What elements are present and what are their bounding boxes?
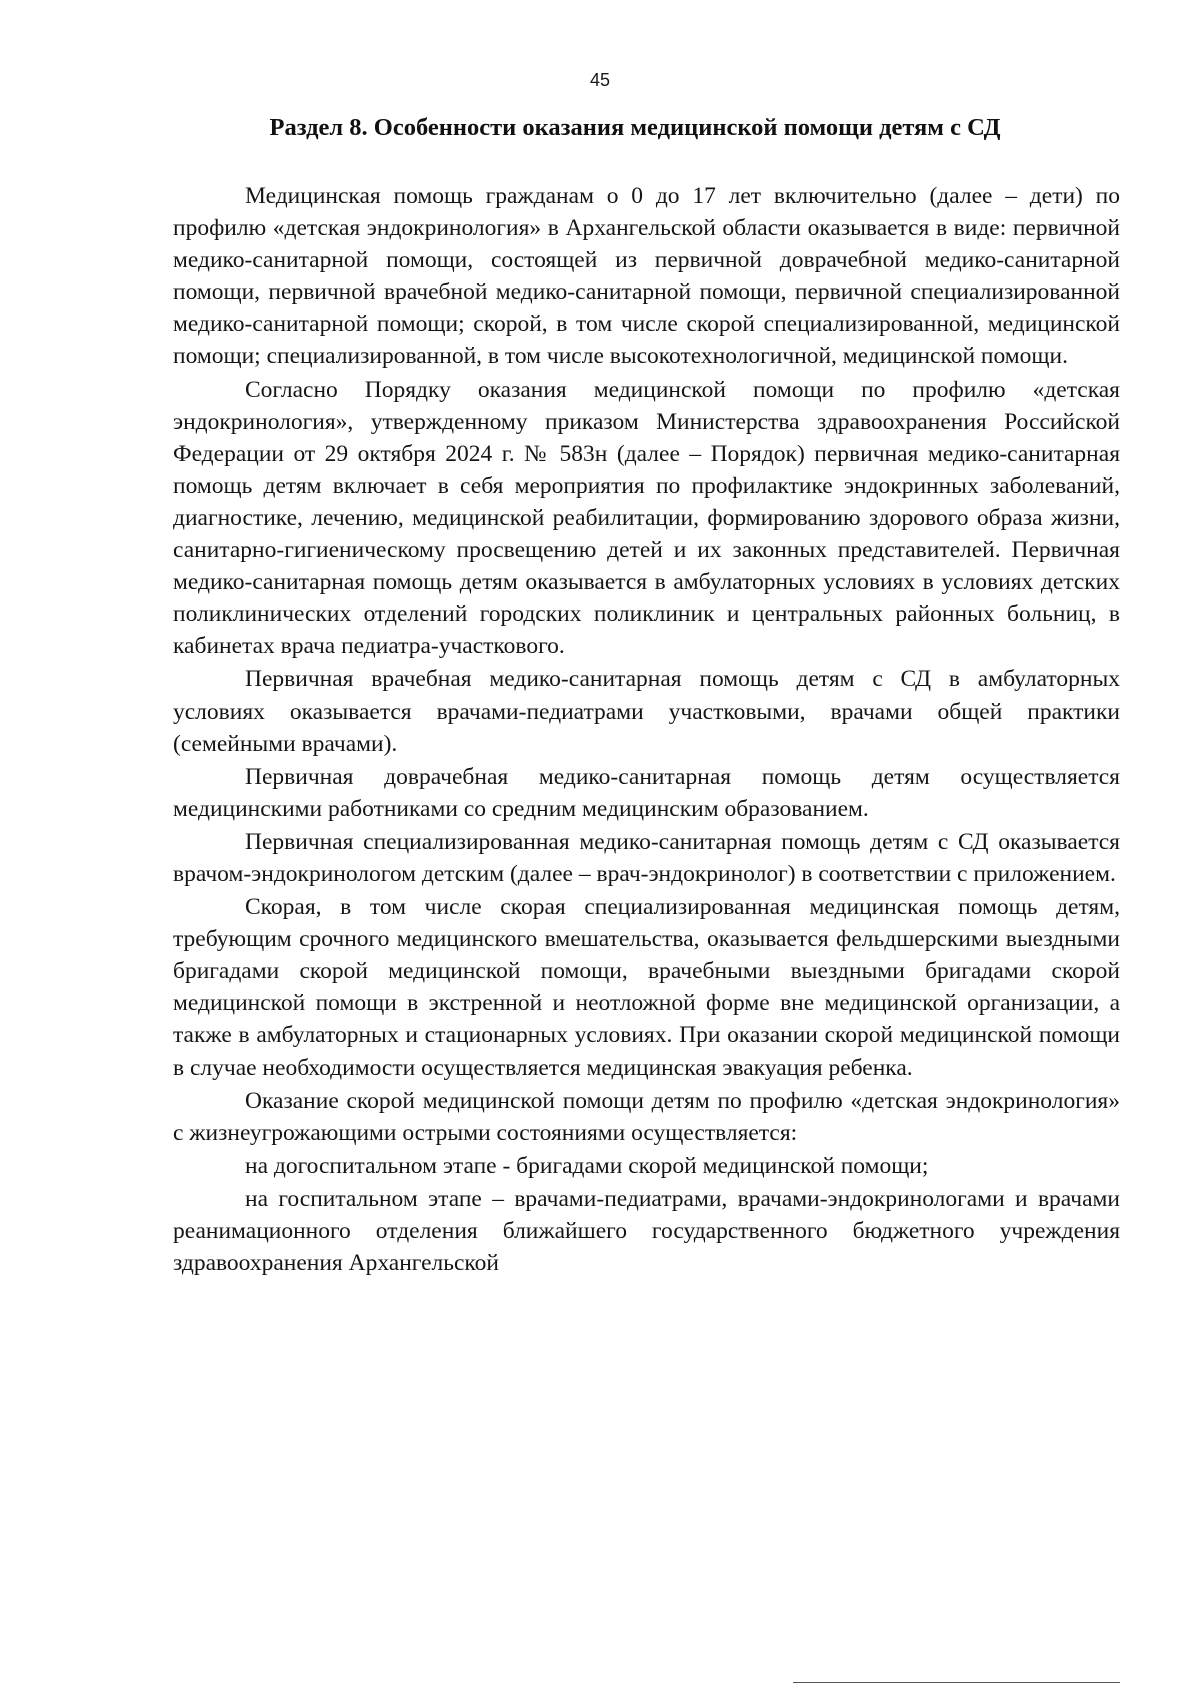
section-title: Раздел 8. Особенности оказания медицинской помощи детям с СД [269, 114, 1001, 141]
paragraph: Оказание скорой медицинской помощи детям по профилю «детская эндокринология» с жизнеугрожающими острыми состояниями осуществляется: [173, 1087, 1120, 1146]
paragraph: Согласно Порядку оказания медицинской помощи по профилю «детская эндокринология», утвержденному приказом Министерства здравоохранения Российской Федерации от 29 октября 2024 г. № 583н (далее – Порядок) первичная медико-санитарная помощь детям включает в себя мероприятия по профилактике эндокринных заболеваний, диагностике, лечению, медицинской реабилитации, формированию здорового образа жизни, санитарно-гигиеническому просвещению детей и их законных представителей. Первичная медико-санитарная помощь детям оказывается в амбулаторных условиях в условиях детских поликлинических отделений городских поликлиник и центральных районных больниц, в кабинетах врача педиатра-участкового. [173, 376, 1120, 660]
paragraph: на догоспитальном этапе - бригадами скорой медицинской помощи; [245, 1152, 929, 1179]
page-number: 45 [589, 70, 611, 90]
paragraph: Скорая, в том числе скорая специализированная медицинская помощь детям, требующим срочного медицинского вмешательства, оказывается фельдшерскими выездными бригадами скорой медицинской помощи, врачебными выездными бригадами скорой медицинской помощи в экстренной и неотложной форме вне медицинской организации, а также в амбулаторных и стационарных условиях. При оказании скорой медицинской помощи в случае необходимости осуществляется медицинская эвакуация ребенка. [173, 894, 1120, 1081]
paragraph: на госпитальном этапе – врачами-педиатрами, врачами-эндокринологами и врачами реанимационного отделения ближайшего государственного бюджетного учреждения здравоохранения Архангельской [173, 1185, 1120, 1277]
paragraph: Первичная доврачебная медико-санитарная помощь детям осуществляется медицинскими работниками со средним медицинским образованием. [173, 763, 1120, 822]
paragraph: Первичная врачебная медико-санитарная помощь детям с СД в амбулаторных условиях оказывается врачами-педиатрами участковыми, врачами общей практики (семейными врачами). [173, 666, 1120, 757]
paragraph: Медицинская помощь гражданам о 0 до 17 лет включительно (далее – дети) по профилю «детская эндокринология» в Архангельской области оказывается в виде: первичной медико-санитарной помощи, состоящей из первичной доврачебной медико-санитарной помощи, первичной врачебной медико-санитарной помощи, первичной специализированной медико-санитарной помощи; скорой, в том числе скорой специализированной, медицинской помощи; специализированной, в том числе высокотехнологичной, медицинской помощи. [173, 183, 1120, 370]
document-body [173, 180, 1120, 1280]
paragraph: Первичная специализированная медико-санитарная помощь детям с СД оказывается врачом-эндокринологом детским (далее – врач-эндокринолог) в соответствии с приложением. [173, 828, 1120, 887]
bottom-rule [793, 1682, 1120, 1683]
